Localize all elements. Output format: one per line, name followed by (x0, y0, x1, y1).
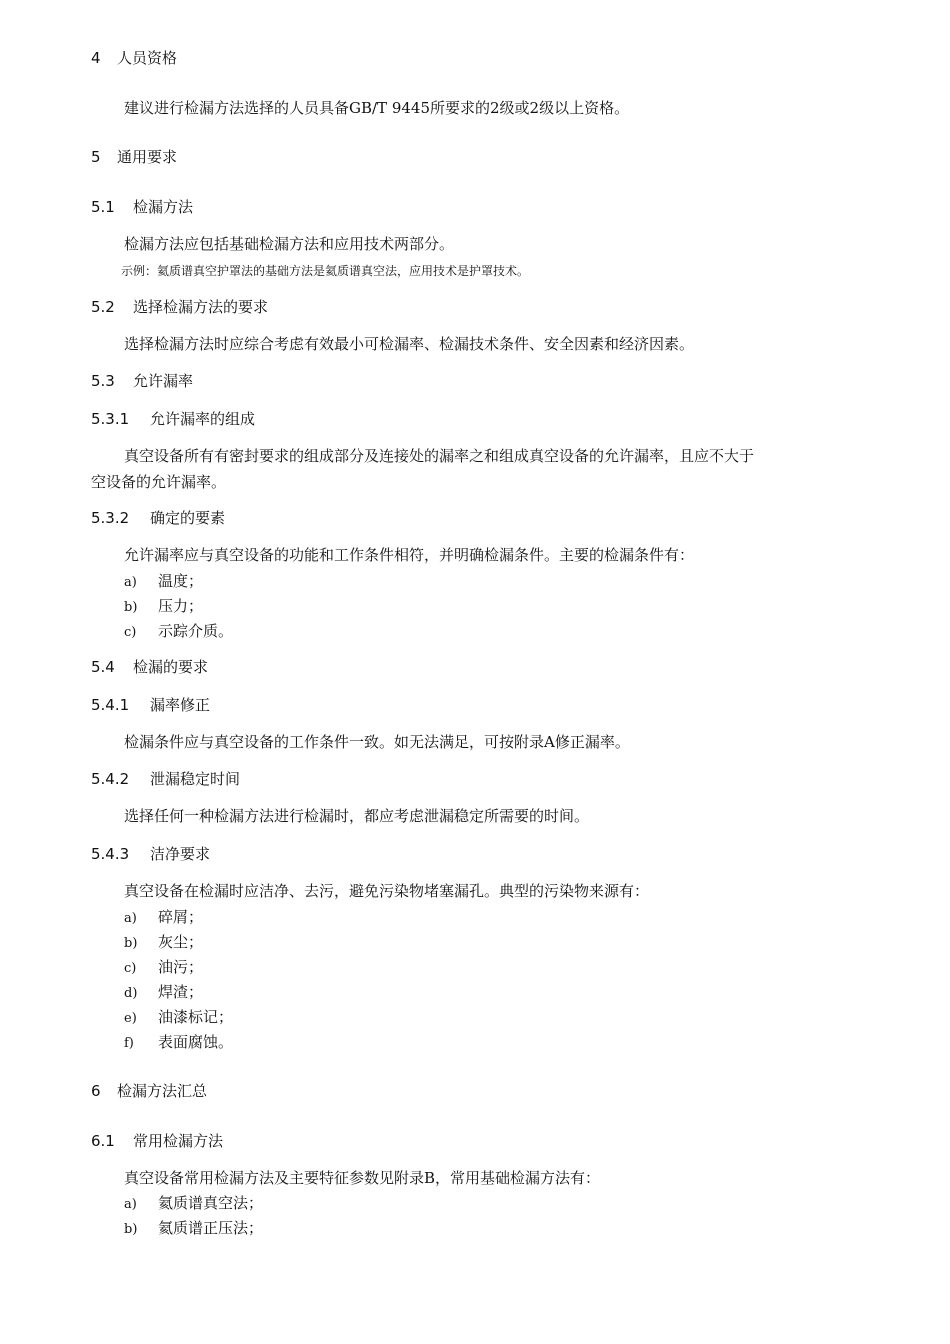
heading-5-3-1 (91, 412, 255, 427)
list-marker: a) (124, 575, 137, 590)
heading-title: 泄漏稳定时间 (150, 770, 241, 788)
heading-number: 5.4 (91, 658, 115, 676)
heading-5 (91, 150, 177, 165)
list-item (124, 599, 203, 614)
list-item (124, 1196, 263, 1211)
heading-title: 确定的要素 (150, 509, 226, 527)
example-label: 示例： (121, 264, 158, 278)
paragraph: 检漏条件应与真空设备的工作条件一致。如无法满足，可按附录A修正漏率。 (124, 733, 630, 751)
heading-number: 5.1 (91, 198, 115, 216)
heading-title: 人员资格 (117, 49, 178, 67)
list-item (124, 960, 203, 975)
list-text: 示踪介质。 (158, 622, 234, 640)
list-item (124, 910, 203, 925)
heading-title: 允许漏率 (133, 372, 194, 390)
list-text: 氦质谱正压法； (158, 1219, 264, 1237)
heading-4 (91, 51, 177, 66)
list-marker: a) (124, 1197, 137, 1212)
list-marker: e) (124, 1011, 137, 1026)
heading-title: 检漏方法 (133, 198, 194, 216)
heading-number: 5.4.2 (91, 770, 130, 788)
heading-5-3 (91, 374, 193, 389)
heading-title: 洁净要求 (150, 845, 211, 863)
list-marker: d) (124, 986, 138, 1001)
heading-title: 选择检漏方法的要求 (133, 298, 269, 316)
heading-number: 6.1 (91, 1132, 115, 1150)
list-text: 氦质谱真空法； (158, 1194, 264, 1212)
example-note (121, 265, 529, 277)
list-marker: b) (124, 1222, 138, 1237)
list-text: 压力； (158, 597, 204, 615)
list-item (124, 985, 203, 1000)
heading-5-3-2 (91, 511, 225, 526)
list-marker: b) (124, 600, 138, 615)
heading-number: 6 (91, 1082, 101, 1100)
list-marker: a) (124, 911, 137, 926)
list-item (124, 1221, 263, 1236)
list-marker: b) (124, 936, 138, 951)
paragraph: 允许漏率应与真空设备的功能和工作条件相符，并明确检漏条件。主要的检漏条件有： (124, 546, 695, 564)
list-item (124, 935, 203, 950)
heading-5-4 (91, 660, 208, 675)
paragraph-line: 空设备的允许漏率。 (91, 473, 227, 491)
list-item (124, 624, 233, 639)
list-item (124, 1035, 233, 1050)
heading-number: 5.4.3 (91, 845, 130, 863)
list-text: 油漆标记； (158, 1008, 234, 1026)
list-text: 焊渣； (158, 983, 204, 1001)
paragraph: 选择检漏方法时应综合考虑有效最小可检漏率、检漏技术条件、安全因素和经济因素。 (124, 335, 695, 353)
list-marker: c) (124, 625, 137, 640)
heading-number: 5.3.2 (91, 509, 130, 527)
list-marker: c) (124, 961, 137, 976)
list-text: 碎屑； (158, 908, 204, 926)
heading-title: 漏率修正 (150, 696, 211, 714)
list-item (124, 1010, 233, 1025)
heading-title: 常用检漏方法 (133, 1132, 224, 1150)
heading-5-2 (91, 300, 268, 315)
heading-number: 5.4.1 (91, 696, 130, 714)
heading-number: 5 (91, 148, 101, 166)
heading-number: 5.3.1 (91, 410, 130, 428)
list-text: 灰尘； (158, 933, 204, 951)
paragraph: 检漏方法应包括基础检漏方法和应用技术两部分。 (124, 235, 455, 253)
heading-5-4-3 (91, 847, 210, 862)
paragraph: 建议进行检漏方法选择的人员具备GB/T 9445所要求的2级或2级以上资格。 (124, 99, 630, 117)
heading-number: 4 (91, 49, 101, 67)
paragraph-line: 真空设备所有有密封要求的组成部分及连接处的漏率之和组成真空设备的允许漏率，且应不大于 (124, 447, 755, 465)
heading-number: 5.3 (91, 372, 115, 390)
example-text: 氦质谱真空护罩法的基础方法是氦质谱真空法，应用技术是护罩技术。 (157, 264, 530, 278)
list-marker: f) (124, 1036, 134, 1051)
heading-6 (91, 1084, 207, 1099)
list-text: 油污； (158, 958, 204, 976)
heading-title: 检漏的要求 (133, 658, 209, 676)
paragraph: 真空设备常用检漏方法及主要特征参数见附录B，常用基础检漏方法有： (124, 1169, 601, 1187)
heading-6-1 (91, 1134, 223, 1149)
heading-title: 检漏方法汇总 (117, 1082, 208, 1100)
list-text: 温度； (158, 572, 204, 590)
list-item (124, 574, 203, 589)
paragraph: 真空设备在检漏时应洁净、去污，避免污染物堵塞漏孔。典型的污染物来源有： (124, 882, 650, 900)
heading-title: 通用要求 (117, 148, 178, 166)
heading-number: 5.2 (91, 298, 115, 316)
paragraph: 选择任何一种检漏方法进行检漏时，都应考虑泄漏稳定所需要的时间。 (124, 807, 590, 825)
heading-title: 允许漏率的组成 (150, 410, 256, 428)
heading-5-4-1 (91, 698, 210, 713)
heading-5-4-2 (91, 772, 240, 787)
list-text: 表面腐蚀。 (158, 1033, 234, 1051)
heading-5-1 (91, 200, 193, 215)
